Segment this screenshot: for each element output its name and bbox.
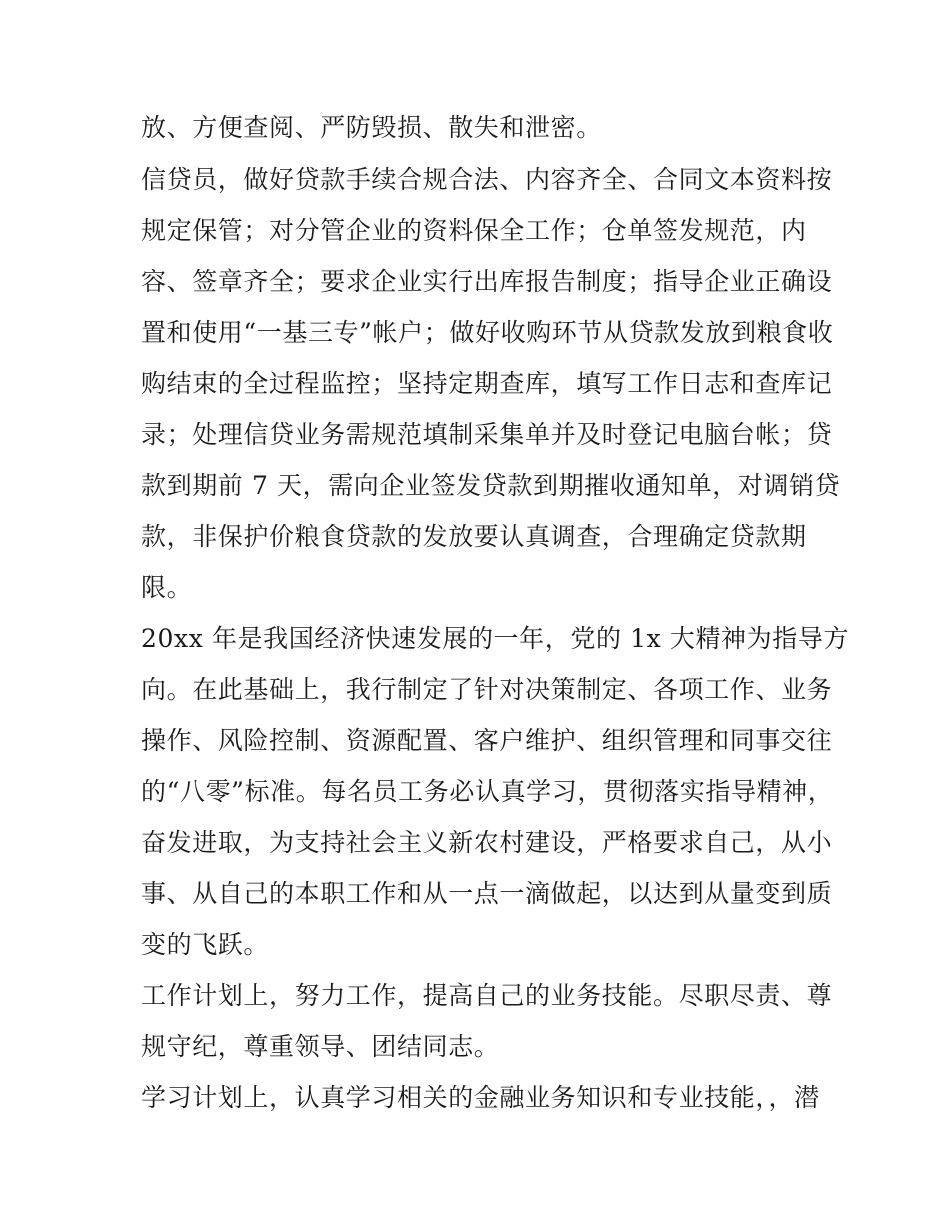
text-line-20: 学习计划上，认真学习相关的金融业务知识和专业技能，，潜 bbox=[141, 1083, 820, 1112]
text-line-1: 放、方便查阅、严防毁损、散失和泄密。 bbox=[141, 113, 602, 142]
text-line-18: 工作计划上，努力工作，提高自己的业务技能。尽职尽责、尊 bbox=[141, 981, 833, 1010]
text-line-4: 容、签章齐全；要求企业实行出库报告制度；指导企业正确设 bbox=[141, 267, 833, 296]
text-line-16: 事、从自己的本职工作和从一点一滴做起，以达到从量变到质 bbox=[141, 879, 833, 908]
text-line-11: 20xx 年是我国经济快速发展的一年，党的 1x 大精神为指导方 bbox=[141, 624, 850, 653]
text-line-15: 奋发进取，为支持社会主义新农村建设，严格要求自己，从小 bbox=[141, 828, 833, 857]
text-line-19: 规守纪，尊重领导、团结同志。 bbox=[141, 1032, 500, 1061]
text-line-2: 信贷员，做好贷款手续合规合法、内容齐全、合同文本资料按 bbox=[141, 165, 833, 194]
text-line-5: 置和使用“一基三专”帐户；做好收购环节从贷款发放到粮食收 bbox=[141, 318, 834, 347]
text-line-6: 购结束的全过程监控；坚持定期查库，填写工作日志和查库记 bbox=[141, 369, 833, 398]
text-line-13: 操作、风险控制、资源配置、客户维护、组织管理和同事交往 bbox=[141, 726, 833, 755]
text-line-9: 款，非保护价粮食贷款的发放要认真调查，合理确定贷款期 bbox=[141, 522, 807, 551]
text-line-7: 录；处理信贷业务需规范填制采集单并及时登记电脑台帐；贷 bbox=[141, 420, 833, 449]
text-line-14: 的“八零”标准。每名员工务必认真学习，贯彻落实指导精神， bbox=[141, 777, 834, 806]
text-line-3: 规定保管；对分管企业的资料保全工作；仓单签发规范，内 bbox=[141, 216, 807, 245]
text-line-12: 向。在此基础上，我行制定了针对决策制定、各项工作、业务 bbox=[141, 675, 833, 704]
text-line-8: 款到期前 7 天，需向企业签发贷款到期摧收通知单，对调销贷 bbox=[141, 471, 841, 500]
text-line-17: 变的飞跃。 bbox=[141, 930, 270, 959]
text-line-10: 限。 bbox=[141, 573, 193, 602]
